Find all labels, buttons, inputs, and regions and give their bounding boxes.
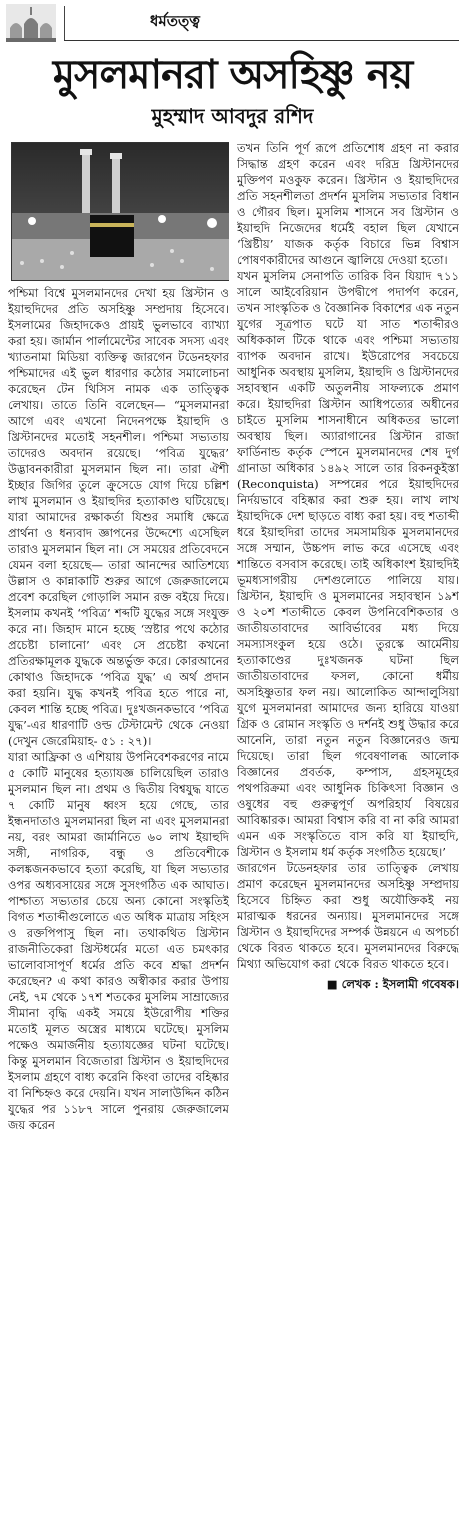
header-divider <box>64 6 65 40</box>
paragraph: যারা আফ্রিকা ও এশিয়ায় উপনিবেশকরণের নামে ৫ কোটি মানুষের হত্যাযজ্ঞ চালিয়েছিল তারাও মুসলমান ছিল না। প্রথম ও দ্বিতীয় বিশ্বযুদ্ধ যাতে ৭ কোটি মানুষ ধ্বংস হয়ে গেছে, তার ইন্ধনদাতাও মুসলমানরা ছিল না এবং মুসলমানরা নয়, বরং আমরা জার্মানিতে ৬০ লাখ ইয়াহুদি সঙ্গী, নাগরিক, বন্ধু ও প্রতিবেশীকে কলঙ্কজনকভাবে হত্যা করেছি, যা ছিল সভ্যতার ওপর অধ্যবসায়ের সঙ্গে সুসংগঠিত এক আঘাত। পাশ্চাত্য সভ্যতার চেয়ে অন্য কোনো সংস্কৃতিই বিগত শতাব্দীগুলোতে এত অধিক মাত্রায় সহিংস ও রক্তপিপাসু ছিল না। তথাকথিত খ্রিস্টান রাজনীতিকেরা খ্রিস্টধর্মের মতো এত চমৎকার ভালোবাসাপূর্ণ ধর্মের প্রতি কবে শ্রদ্ধা প্রদর্শন করেছেন? এ কথা কারও অস্বীকার করার উপায় নেই, ৭ম থেকে ১৭শ শতকের মুসলিম সাম্রাজ্যের সীমানা বৃদ্ধি একই সময়ে ইউরোপীয় শক্তির মতোই মূলত অস্ত্রের মাধ্যমে ঘটেছে। মুসলিম পক্ষেও অমার্জনীয় হত্যাযজ্ঞের ঘটনা ঘটেছে। কিন্তু মুসলমান বিজেতারা খ্রিস্টান ও ইয়াহুদিদের ইসলাম গ্রহণে বাধ্য করেনি কিংবা তাদের বহিষ্কার বা নিশ্চিহ্নও করে দেয়নি। যখন সালাউদ্দিন কঠিন যুদ্ধের পর ১১৮৭ সালে পুনরায় জেরুজালেম জয় করেন <box>8 750 229 1132</box>
paragraph: পশ্চিমা বিশ্বে মুসলমানদের দেখা হয় খ্রিস্টান ও ইয়াহুদিদের প্রতি অসহিষ্ণু সম্প্রদায় হিসেবে। ইসলামের জিহাদকেও প্রায়ই ভুলভাবে ব্যাখ্যা করা হয়। জার্মান পার্লামেন্টের সাবেক সদস্য এবং খ্যাতনামা মিডিয়া ব্যক্তিত্ব জারগেন টডেনহফার পশ্চিমাদের এই ভুল ধারণার কঠোর সমালোচনা করেছেন টেন থিসিস নামক এক তাত্ত্বিক লেখায়। তাতে তিনি বলেছেন— “মুসলমানরা আগে এবং এখনো নিদেনপক্ষে ইয়াহুদি ও খ্রিস্টানদের মতোই সহনশীল। পশ্চিমা সভ্যতায় তাদেরও অবদান রয়েছে। ‘পবিত্র যুদ্ধের’ উদ্ভাবনকারীরা মুসলমান ছিল না। তারা ঐশী ইচ্ছার জিগির তুলে ক্রুসেডে যোগ দিয়ে চল্লিশ লাখ মুসলমান ও ইয়াহুদির হত্যাকাণ্ড ঘটিয়েছে। যারা আমাদের রক্ষাকর্তা যিশুর সমাধি ক্ষেত্রে প্রার্থনা ও ধন্যবাদ জ্ঞাপনের উদ্দেশ্যে এসেছিল তারাও মুসলমান ছিল না। সে সময়ের প্রতিবেদনে যেমন বলা হয়েছে— তারা আনন্দের আতিশয্যে উল্লাস ও কান্নাকাটি শুরুর আগে জেরুজালেমে প্রবেশ করেছিল গোড়ালি সমান রক্ত বইয়ে দিয়ে। ইসলাম কখনই ‘পবিত্র’ শব্দটি যুদ্ধের সঙ্গে সংযুক্ত করে না। জিহাদ মানে হচ্ছে ‘স্রষ্টার পথে কঠোর প্রচেষ্টা চালানো’ এবং সে প্রচেষ্টা কখনো প্রতিরক্ষামূলক যুদ্ধকে অন্তর্ভুক্ত করে। কোরআনের কোথাও জিহাদকে ‘পবিত্র যুদ্ধ’ এ অর্থ প্রদান করা হয়নি। যুদ্ধ কখনই পবিত্র হতে পারে না, কেবল শান্তি হচ্ছে পবিত্র। দুঃখজনকভাবে ‘পবিত্র যুদ্ধ’-এর ধারণাটি ওল্ড টেস্টামেন্ট থেকে নেওয়া (দেখুন জেরেমিয়াহ- ৫১ : ২৭)। <box>8 286 229 748</box>
bullet-icon: ■ <box>326 977 338 991</box>
paragraph: যখন মুসলিম সেনাপতি তারিক বিন যিয়াদ ৭১১ সালে আইবেরিয়ান উপদ্বীপে পদার্পণ করেন, তখন সাংস্কৃতিক ও বৈজ্ঞানিক বিকাশের এক নতুন যুগের সূত্রপাত ঘটে যা সাত শতাব্দীরও অধিককাল টিকে থাকে এবং পশ্চিমা সভ্যতায় ব্যাপক অবদান রাখে। ইউরোপের সবচেয়ে আধুনিক অবস্থায় মুসলিম, ইয়াহুদি ও খ্রিস্টানদের সহাবস্থান একটি অতুলনীয় সাফল্যকে প্রমাণ করে। ইয়াহুদিরা খ্রিস্টান আধিপত্যের অধীনের চাইতে মুসলিম শাসনাধীনে অধিকতর ভালো অবস্থায় ছিল। অ্যারাগানের খ্রিস্টান রাজা ফার্ডিনান্ড কর্তৃক স্পেনে মুসলমানদের শেষ দুর্গ গ্রানাডা অধিকার ১৪৯২ সালে তার রিকনকুইস্তা (Reconquista) সম্পন্নের পরে ইয়াহুদিদের নির্দয়ভাবে বহিষ্কার করা শুরু হয়। লাখ লাখ ইয়াহুদিকে দেশ ছাড়তে বাধ্য করা হয়। বহু শতাব্দী ধরে ইয়াহুদিরা তাদের সমসাময়িক মুসলমানদের সঙ্গে সম্মান, উচ্চপদ লাভ করে এসেছে এবং শান্তিতে বসবাস করেছে। তাই অধিকাংশ ইয়াহুদিই ভূমধ্যসাগরীয় দেশগুলোতে পালিয়ে যায়। খ্রিস্টান, ইয়াহুদি ও মুসলমানের সহাবস্থান ১৯শ ও ২০শ শতাব্দীতে কেবল উপনিবেশিকতার ও জাতীয়তাবাদের আবির্ভাবের মধ্য দিয়ে সমস্যাসংকুল হয়ে ওঠে। তুরস্কে আর্মেনীয় হত্যাকাণ্ডের দুঃখজনক ঘটনা ছিল জাতীয়তাবাদের ফসল, কোনো ধর্মীয় অসহিষ্ণুতার ফল নয়। আলোকিত আন্দালুসিয়া যুগে মুসলমানরা আমাদের জন্য হারিয়ে যাওয়া গ্রিক ও রোমান সংস্কৃতি ও দর্শনই শুধু উদ্ধার করে আনেনি, তারা নতুন নতুন বিজ্ঞানেরও জন্ম দিয়েছে। তারা ছিল গবেষণালব্ধ আলোক বিজ্ঞানের প্রবর্তক, কম্পাস, গ্রহসমূহের পথপরিক্রমা এবং আধুনিক চিকিৎসা বিজ্ঞান ও ওষুধের বহু গুরুত্বপূর্ণ অপরিহার্য বিষয়ের আবিষ্কারক। আমরা বিশ্বাস করি বা না করি আমরা এমন এক সংস্কৃতিতে বাস করি যা ইয়াহুদি, খ্রিস্টান ও ইসলাম ধর্ম কর্তৃক সংগঠিত হয়েছে।’ <box>237 269 459 859</box>
paragraph: তখন তিনি পূর্ণ রূপে প্রতিশোধ গ্রহণ না করার সিদ্ধান্ত গ্রহণ করেন এবং দরিদ্র খ্রিস্টানদের মুক্তিপণ মওকুফ করেন। খ্রিস্টান ও ইয়াহুদিদের প্রতি সহনশীলতা প্রদর্শন মুসলিম সভ্যতার বিধান ও গৌরব ছিল। মুসলিম শাসনে সব খ্রিস্টান ও ইয়াহুদি নিজেদের ধর্মেই বহাল ছিল যেখানে ‘খ্রিষ্টীয়’ যাজক কর্তৃক বিচারে ভিন্ন বিশ্বাস পোষণকারীদের আগুনে জ্বালিয়ে দেওয়া হতো। <box>237 141 459 267</box>
section-title: ধর্মতত্ত্ব <box>150 12 200 30</box>
article-author: মুহম্মাদ আবদুর রশিদ <box>151 104 314 128</box>
author-note-label: লেখক : <box>341 977 379 991</box>
paragraph: জারগেন টডেনহফার তার তাত্ত্বিক লেখায় প্রমাণ করেছেন মুসলমানদের অসহিষ্ণু সম্প্রদায় হিসেবে চিহ্নিত করা শুধু অযৌক্তিকই নয় মারাত্মক ধরনের অন্যায়। মুসলমানদের সঙ্গে খ্রিস্টান ও ইয়াহুদিদের সম্পর্ক উন্নয়নে এ অপচর্চা থেকে বিরত থাকতে হবে। মুসলমানদের বিরুদ্ধে মিথ্যা অভিযোগ করা থেকে বিরত থাকতে হবে। <box>237 861 459 971</box>
author-note <box>237 976 459 992</box>
header-rule <box>64 40 459 41</box>
article-column-right <box>237 140 459 1510</box>
author-note-text: ইসলামী গবেষক। <box>382 977 459 991</box>
mosque-domes-icon <box>6 4 56 42</box>
article-title: মুসলমানরা অসহিষ্ণু নয় <box>52 51 413 98</box>
kaaba-mecca-photo-icon <box>11 142 229 281</box>
article-column-left <box>8 140 229 1510</box>
section-header <box>0 0 465 48</box>
